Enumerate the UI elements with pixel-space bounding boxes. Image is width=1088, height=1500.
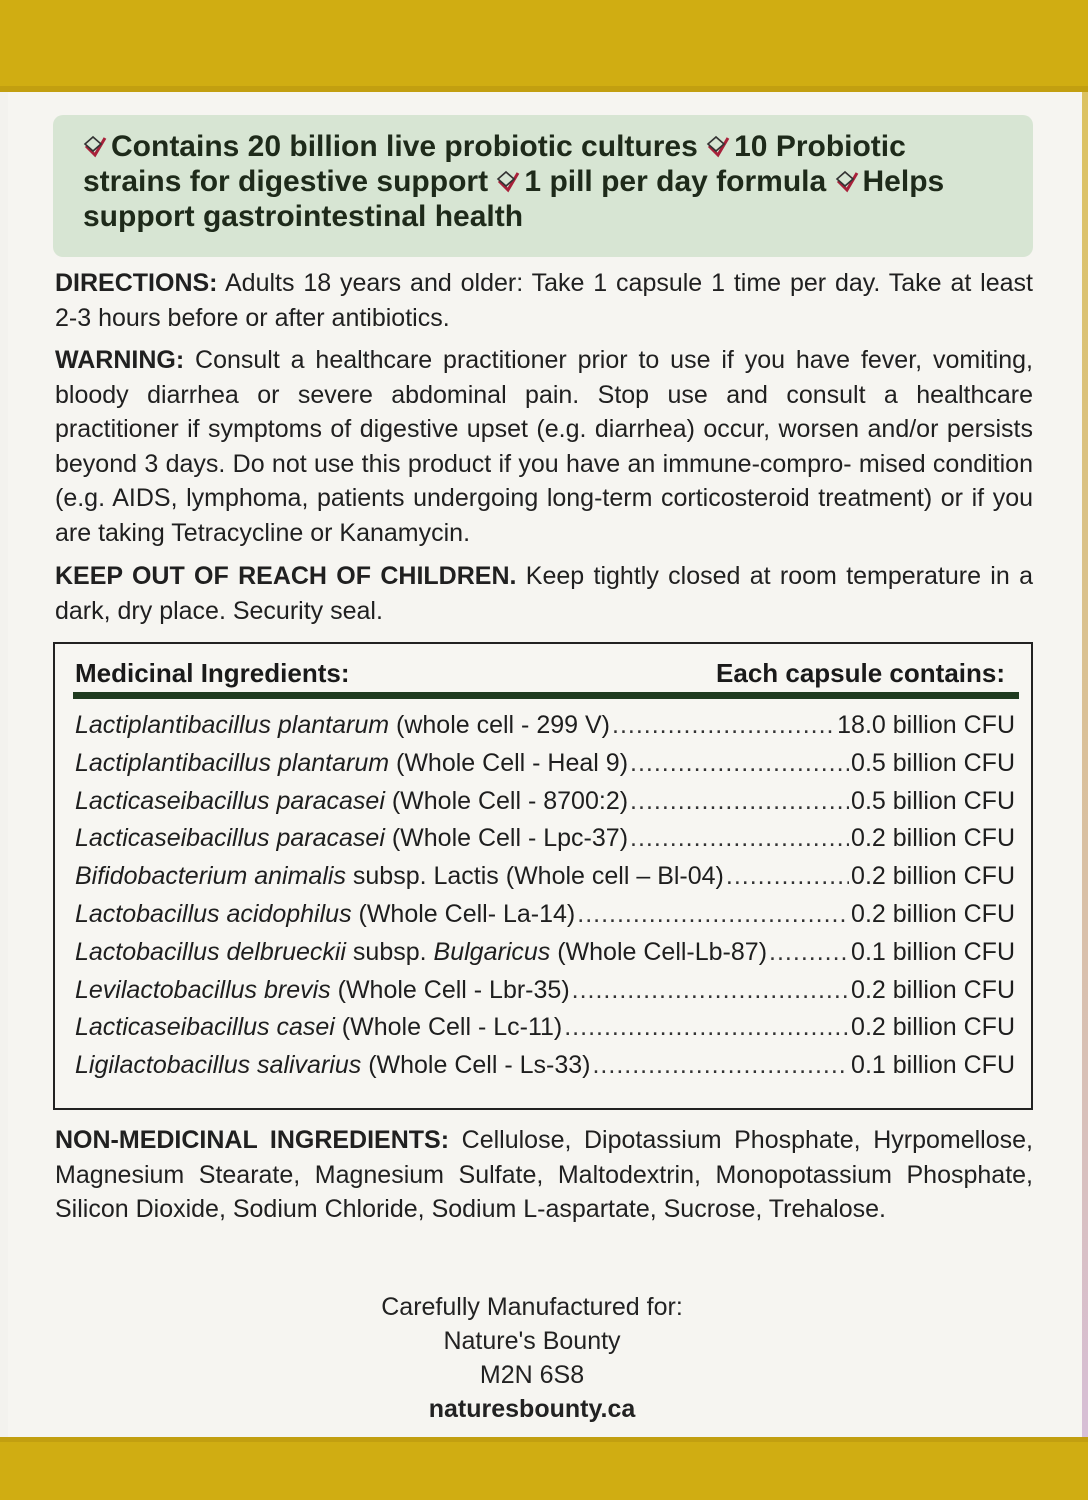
ingredient-row: Lacticaseibacillus paracasei (Whole Cell - 8700:2) ..... 0.5 billion CFU [75, 787, 1015, 825]
non-medicinal-paragraph [55, 1123, 1033, 1227]
benefit-item: 10 Probiotic strains for digestive support [83, 130, 906, 198]
warning-paragraph [55, 343, 1033, 550]
bottom-color-band [0, 1437, 1088, 1500]
directions-label: DIRECTIONS: [55, 269, 218, 297]
ingredient-row: Lacticaseibacillus paracasei (Whole Cell - Lpc-37) ..... 0.2 billion CFU [75, 824, 1015, 862]
warning-text: Consult a healthcare practitioner prior to use if you have fever, vomiting, bloody diarrhea or severe abdominal pain. Stop use and consult a healthcare practitioner if symptoms of digestive upset (e.g. diarrhea) occur, worsen and/or persists beyond 3 days. Do not use this product if you have an immune-compro- mised condition (e.g. AIDS, lymphoma, patients undergoing long-term corticosteroid treatment) or if you are taking Tetracycline or Kanamycin. [55, 346, 1033, 547]
medicinal-header-label: Medicinal Ingredients: [75, 658, 350, 688]
capsule-header-label: Each capsule contains: [716, 658, 1005, 688]
non-medicinal-text: Cellulose, Dipotassium Phosphate, Hyrpomellose, Magnesium Stearate, Magnesium Sulfate, Maltodextrin, Monopotassium Phosphate, Silicon Dioxide, Sodium Chloride, Sodium L-aspartate, Sucrose, Trehalose. [55, 1126, 1033, 1223]
manufacturer-block [0, 1290, 1064, 1426]
ingredient-row: Lactobacillus delbrueckii subsp. Bulgaricus (Whole Cell-Lb-87) ..... 0.1 billion CFU [75, 938, 1015, 976]
non-medicinal-label: NON-MEDICINAL INGREDIENTS: [55, 1126, 450, 1154]
ingredient-row: Lactiplantibacillus plantarum (Whole Cell - Heal 9) ..... 0.5 billion CFU [75, 749, 1015, 787]
medicinal-ingredients-box [53, 642, 1033, 1110]
right-edge-strip [1082, 92, 1088, 1437]
ingredient-amount: 0.2 billion CFU [851, 899, 1015, 928]
benefit-item: 1 pill per day formula [496, 165, 826, 198]
benefit-item: Contains 20 billion live probiotic cultures [83, 130, 698, 163]
ingredient-row: Bifidobacterium animalis subsp. Lactis (Whole cell – Bl-04) ..... 0.2 billion CFU [75, 862, 1015, 900]
checkmark-icon [83, 134, 107, 158]
checkmark-icon [496, 169, 520, 193]
ingredient-row: Levilactobacillus brevis (Whole Cell - Lbr-35) ..... 0.2 billion CFU [75, 976, 1015, 1014]
warning-label: WARNING: [55, 346, 185, 374]
ingredient-amount: 0.1 billion CFU [851, 937, 1015, 966]
ingredient-amount: 0.2 billion CFU [851, 824, 1015, 853]
directions-paragraph [55, 266, 1033, 335]
website-link[interactable]: naturesbounty.ca [428, 1395, 636, 1423]
ingredient-amount: 0.5 billion CFU [851, 748, 1015, 777]
benefit-item: Helps support gastrointestinal health [83, 165, 945, 233]
keep-out-text: Keep tightly closed at room temperature in a dark, dry place. Security seal. [55, 562, 1033, 625]
ingredient-amount: 0.1 billion CFU [851, 1051, 1015, 1080]
ingredient-amount: 18.0 billion CFU [837, 711, 1015, 739]
checkmark-icon [706, 134, 730, 158]
ingredient-amount: 0.5 billion CFU [851, 786, 1015, 815]
header-rule [73, 692, 1019, 699]
ingredients-header [75, 658, 1019, 688]
keep-out-paragraph [55, 559, 1033, 628]
manufacturer-name: Nature's Bounty [443, 1327, 621, 1355]
ingredient-amount: 0.2 billion CFU [851, 975, 1015, 1004]
ingredient-row: Ligilactobacillus salivarius (Whole Cell - Ls-33) ..... 0.1 billion CFU [75, 1051, 1015, 1089]
keep-out-label: KEEP OUT OF REACH OF CHILDREN. [55, 562, 517, 590]
ingredient-row: Lacticaseibacillus casei (Whole Cell - Lc-11) ..... 0.2 billion CFU [75, 1013, 1015, 1051]
ingredient-amount: 0.2 billion CFU [851, 1013, 1015, 1042]
ingredient-row: Lactobacillus acidophilus (Whole Cell- La-14) ..... 0.2 billion CFU [75, 900, 1015, 938]
top-color-band [0, 0, 1088, 92]
ingredient-amount: 0.2 billion CFU [851, 862, 1015, 891]
manufacturer-postal: M2N 6S8 [479, 1361, 585, 1389]
checkmark-icon [835, 169, 859, 193]
ingredients-list [75, 711, 1015, 1089]
directions-text: Adults 18 years and older: Take 1 capsule 1 time per day. Take at least 2-3 hours before or after antibiotics. [55, 269, 1033, 332]
ingredient-row: Lactiplantibacillus plantarum (whole cell - 299 V) ..... 18.0 billion CFU [75, 711, 1015, 749]
benefits-box [53, 115, 1033, 257]
manufacturer-line: Carefully Manufactured for: [381, 1293, 683, 1321]
